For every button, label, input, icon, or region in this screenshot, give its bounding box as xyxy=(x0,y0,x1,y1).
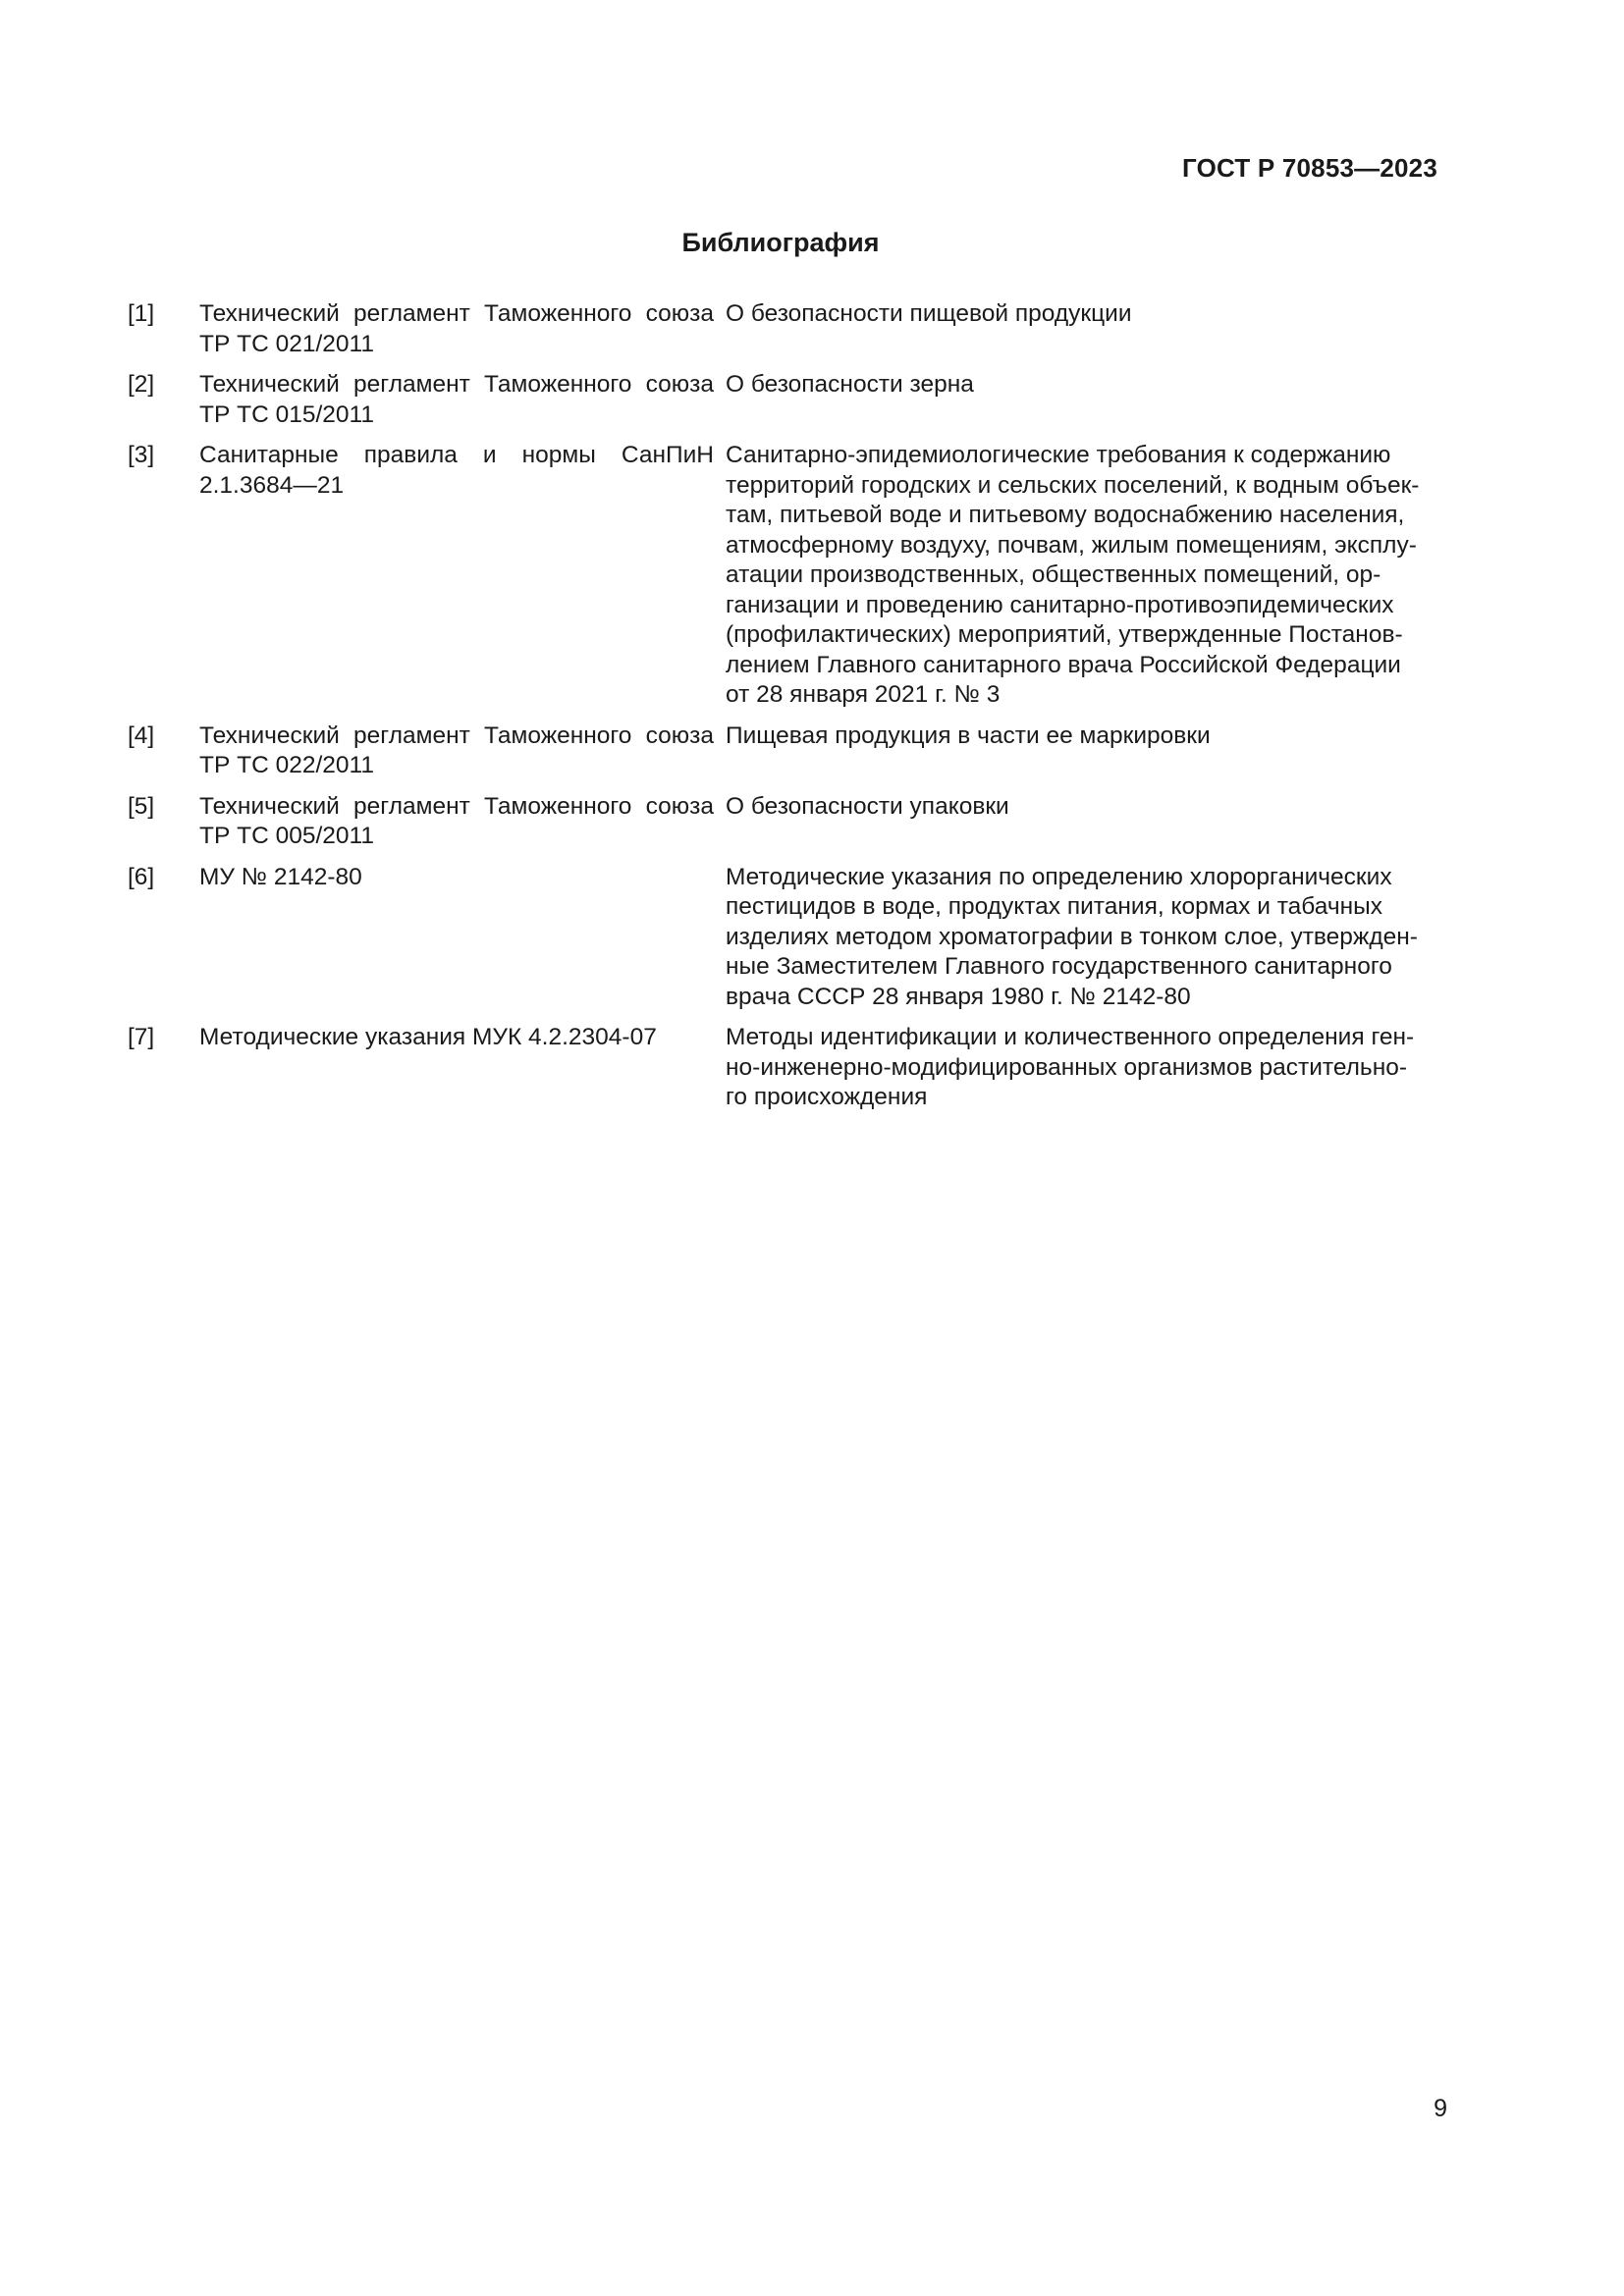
entry-number: [1] xyxy=(128,300,155,327)
entry-number: [2] xyxy=(128,371,155,398)
bibliography-entry xyxy=(128,1023,1434,1113)
entry-document: МУ № 2142-80 xyxy=(199,863,362,890)
entry-title: Методы идентификации и количественного определения ген- но-инженерно-модифицированных организмов растительно- го происхождения xyxy=(726,1024,1415,1110)
entry-number: [3] xyxy=(128,442,155,468)
entry-document: Технический регламент Таможенного союза ТР ТС 021/2011 xyxy=(199,300,714,357)
bibliography-entry xyxy=(128,792,1434,852)
entry-number: [6] xyxy=(128,863,155,890)
entry-title: О безопасности пищевой продукции xyxy=(726,300,1132,327)
entry-title: Методические указания по определению хлорорганических пестицидов в воде, продуктах питания, кормах и табачных изделиях методом хроматографии в тонком слое, утвержден- ные Заместителем Главного государственного санитарного врача СССР 28 января 1980 г. № 2142-80 xyxy=(726,863,1418,1010)
bibliography-entry xyxy=(128,863,1434,1013)
entry-document: Технический регламент Таможенного союза ТР ТС 015/2011 xyxy=(199,371,714,428)
entry-title: Санитарно-эпидемиологические требования к содержанию территорий городских и сельских поселений, к водным объек- там, питьевой воде и питьевому водоснабжению населения, атмосферному воздуху, почвам, жилым помещениям, эксплу- атации производственных, общественных помещений, ор- ганизации и проведению санитарно-противоэпидемических (профилактических) мероприятий, утвержденные Постанов- лением Главного санитарного врача Российской Федерации от 28 января 2021 г. № 3 xyxy=(726,442,1420,708)
bibliography-entry xyxy=(128,299,1434,359)
entry-title: О безопасности зерна xyxy=(726,371,974,398)
bibliography-entry xyxy=(128,370,1434,430)
page-title: Библиография xyxy=(681,228,880,257)
entry-document: Технический регламент Таможенного союза ТР ТС 022/2011 xyxy=(199,721,714,778)
page-number: 9 xyxy=(1434,2095,1447,2122)
bibliography-entry xyxy=(128,441,1434,711)
bibliography-list xyxy=(128,299,1434,1124)
entry-document: Методические указания МУК 4.2.2304-07 xyxy=(199,1024,657,1050)
entry-document: Санитарные правила и нормы СанПиН 2.1.3684—21 xyxy=(199,442,714,499)
entry-title: О безопасности упаковки xyxy=(726,792,1009,820)
entry-number: [5] xyxy=(128,792,155,820)
entry-title: Пищевая продукция в части ее маркировки xyxy=(726,721,1211,749)
entry-number: [7] xyxy=(128,1024,155,1050)
document-code: ГОСТ Р 70853—2023 xyxy=(1182,153,1437,183)
entry-document: Технический регламент Таможенного союза ТР ТС 005/2011 xyxy=(199,792,714,849)
entry-number: [4] xyxy=(128,721,155,749)
bibliography-entry xyxy=(128,721,1434,781)
